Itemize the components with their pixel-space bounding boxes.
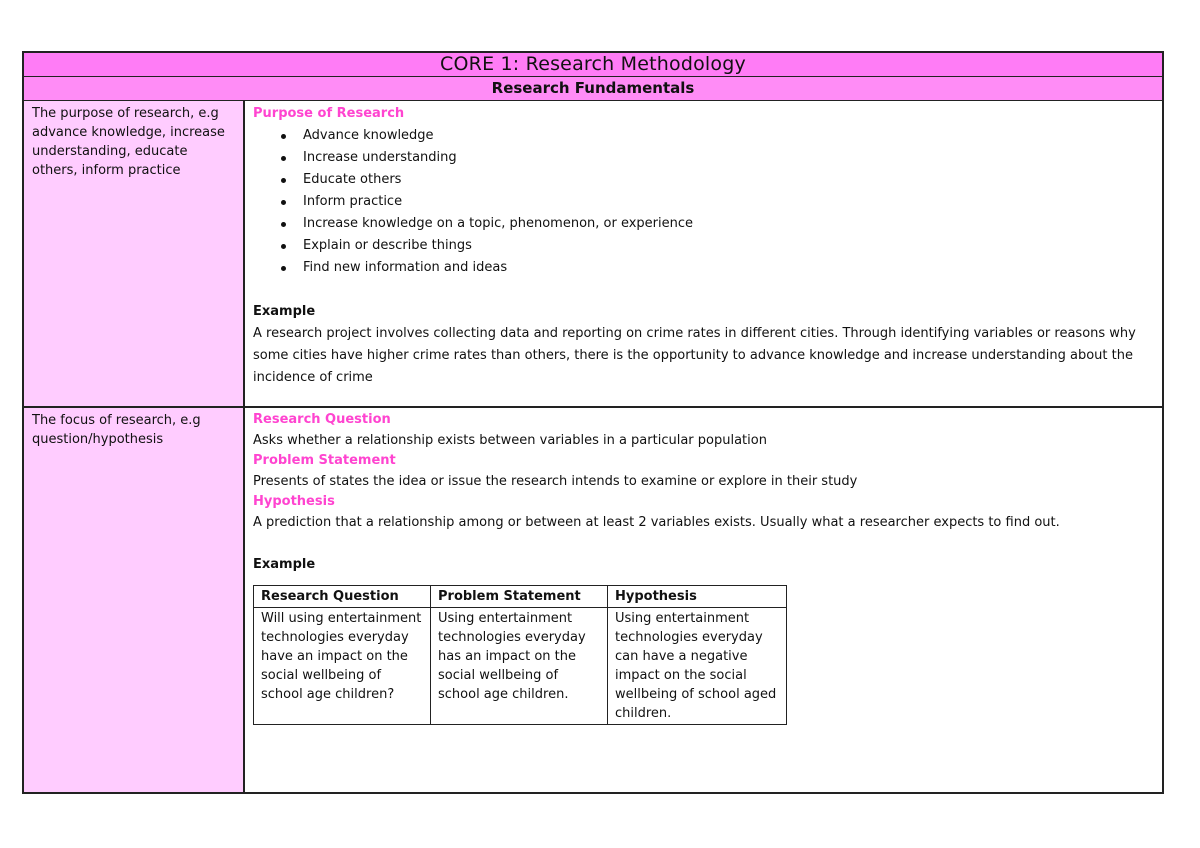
document-table: [22, 51, 1164, 794]
table-cell: Using entertainment technologies everyday can have a negative impact on the social wellbeing of school aged children.: [608, 607, 787, 724]
section-subtitle: Research Fundamentals: [24, 77, 1162, 101]
problem-statement-heading: Problem Statement: [253, 453, 396, 468]
column-header: Hypothesis: [608, 585, 787, 607]
list-item: Increase understanding: [281, 147, 1154, 169]
table-row: [24, 101, 1162, 406]
row-content: [245, 101, 1162, 406]
research-question-text: Asks whether a relationship exists between variables in a particular population: [253, 432, 767, 448]
row-label: The purpose of research, e.g advance knowledge, increase understanding, educate others, inform practice: [24, 101, 245, 406]
table-row: [254, 607, 787, 724]
page-title: CORE 1: Research Methodology: [24, 53, 1162, 77]
list-item: Educate others: [281, 169, 1154, 191]
example-label: Example: [253, 304, 316, 319]
row-content: [245, 408, 1162, 792]
spacer: [253, 279, 1154, 301]
list-item: Increase knowledge on a topic, phenomenon, or experience: [281, 213, 1154, 235]
list-item: Advance knowledge: [281, 125, 1154, 147]
hypothesis-heading: Hypothesis: [253, 494, 335, 509]
column-header: Problem Statement: [431, 585, 608, 607]
table-cell: Will using entertainment technologies everyday have an impact on the social wellbeing of school age children?: [254, 607, 431, 724]
table-row: [24, 406, 1162, 792]
purpose-heading: Purpose of Research: [253, 106, 405, 121]
table-cell: Using entertainment technologies everyday has an impact on the social wellbeing of school age children.: [431, 607, 608, 724]
research-question-heading: Research Question: [253, 412, 391, 427]
example-text: A research project involves collecting data and reporting on crime rates in different cities. Through identifying variables or reasons why some cities have higher crime rates than others, there is the opportunity to advance knowledge and increase understanding about the incidence of crime: [253, 326, 1136, 385]
spacer: [253, 533, 1154, 555]
list-item: Inform practice: [281, 191, 1154, 213]
column-header: Research Question: [254, 585, 431, 607]
list-item: Find new information and ideas: [281, 257, 1154, 279]
purpose-list: [253, 125, 1154, 279]
example-label: Example: [253, 557, 316, 572]
hypothesis-text: A prediction that a relationship among or between at least 2 variables exists. Usually what a researcher expects to find out.: [253, 514, 1060, 530]
row-label: The focus of research, e.g question/hypothesis: [24, 408, 245, 792]
example-table: [253, 585, 787, 725]
table-header-row: [254, 585, 787, 607]
problem-statement-text: Presents of states the idea or issue the research intends to examine or explore in their study: [253, 473, 858, 489]
list-item: Explain or describe things: [281, 235, 1154, 257]
